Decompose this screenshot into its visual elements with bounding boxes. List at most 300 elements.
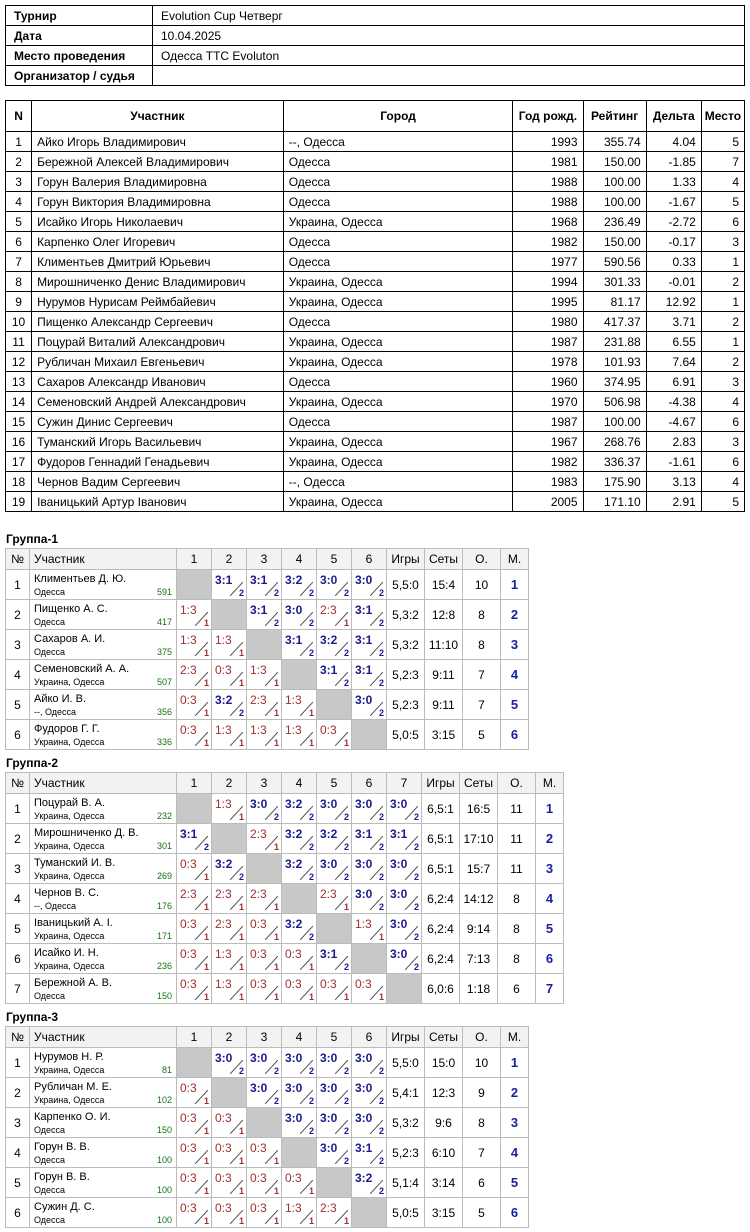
match-result [352, 570, 387, 600]
match-result [177, 1078, 212, 1108]
row-number: 5 [6, 690, 30, 720]
participant-cell: 1 [6, 132, 32, 152]
column-header: Место [701, 101, 744, 132]
match-points: 2 [343, 812, 349, 822]
participant-cell: -1.85 [646, 152, 701, 172]
sets-cell: 16:5 [460, 794, 498, 824]
match-points: 1 [203, 962, 209, 972]
match-result [317, 630, 352, 660]
player-name: Климентьев Д. Ю. [34, 573, 127, 585]
match-points: 1 [343, 618, 349, 628]
match-points: 2 [413, 812, 419, 822]
col-opponent: 5 [317, 1027, 352, 1048]
match-score: 1:3 [215, 977, 232, 991]
match-result [212, 1138, 247, 1168]
participant-cell: Поцурай Виталий Александрович [32, 332, 284, 352]
place-cell: 4 [501, 660, 529, 690]
match-points: 1 [273, 992, 279, 1002]
games-cell: 5,3:2 [387, 600, 425, 630]
participant-cell: -0.17 [646, 232, 701, 252]
column-header: Год рожд. [513, 101, 583, 132]
match-score: 1:3 [285, 693, 302, 707]
match-points: 2 [378, 812, 384, 822]
player-cell [30, 720, 177, 750]
match-score: 3:2 [285, 857, 303, 871]
match-score: 3:1 [320, 663, 338, 677]
participant-cell: 6 [701, 212, 744, 232]
match-points: 1 [273, 932, 279, 942]
participant-cell: 14 [6, 392, 32, 412]
sets-cell: 15:7 [460, 854, 498, 884]
col-games: Игры [387, 549, 425, 570]
col-num: № [6, 773, 30, 794]
player-city: Украина, Одесса [34, 677, 105, 687]
participant-cell: 1.33 [646, 172, 701, 192]
group-row [6, 1198, 529, 1228]
participant-cell: Украина, Одесса [283, 332, 513, 352]
participant-cell: 5 [701, 132, 744, 152]
match-result [247, 824, 282, 854]
match-score: 3:0 [355, 573, 373, 587]
place-cell: 4 [536, 884, 564, 914]
col-opponent: 5 [317, 773, 352, 794]
points-cell: 7 [463, 660, 501, 690]
self-cell [317, 1168, 352, 1198]
player-rating: 150 [156, 991, 172, 1001]
match-result [352, 630, 387, 660]
match-score: 0:3 [250, 917, 267, 931]
col-opponent: 6 [352, 549, 387, 570]
match-result [212, 1198, 247, 1228]
match-points: 2 [273, 1066, 279, 1076]
column-header: Город [283, 101, 513, 132]
match-score: 3:2 [355, 1171, 373, 1185]
match-points: 1 [238, 902, 244, 912]
match-result [282, 630, 317, 660]
match-score: 0:3 [250, 1201, 267, 1215]
player-cell [30, 1168, 177, 1198]
player-cell [30, 944, 177, 974]
player-name: Бережной А. В. [34, 977, 113, 989]
participant-cell: 2 [701, 312, 744, 332]
participant-cell: 6.55 [646, 332, 701, 352]
participant-row [6, 172, 745, 192]
match-points: 1 [238, 738, 244, 748]
match-points: 2 [343, 842, 349, 852]
match-points: 2 [378, 648, 384, 658]
row-number: 1 [6, 1048, 30, 1078]
player-name: Исайко И. Н. [34, 947, 99, 959]
participant-cell: Одесса [283, 312, 513, 332]
match-score: 3:1 [355, 827, 373, 841]
match-score: 3:0 [320, 1081, 338, 1095]
match-result [282, 720, 317, 750]
match-score: 2:3 [320, 887, 337, 901]
match-points: 1 [273, 708, 279, 718]
match-score: 1:3 [285, 723, 302, 737]
participant-cell: 2005 [513, 492, 583, 512]
match-score: 0:3 [250, 1141, 267, 1155]
player-cell [30, 690, 177, 720]
match-result [317, 974, 352, 1004]
participant-cell: 1982 [513, 232, 583, 252]
match-points: 2 [308, 588, 314, 598]
match-points: 1 [308, 708, 314, 718]
participant-cell: Украина, Одесса [283, 492, 513, 512]
match-score: 1:3 [215, 723, 232, 737]
participant-cell: 1982 [513, 452, 583, 472]
match-score: 0:3 [215, 1171, 232, 1185]
match-result [247, 600, 282, 630]
match-result [352, 1048, 387, 1078]
self-cell [282, 1138, 317, 1168]
participant-row [6, 292, 745, 312]
points-cell: 8 [498, 884, 536, 914]
match-points: 1 [273, 1186, 279, 1196]
place-cell: 6 [501, 1198, 529, 1228]
match-score: 0:3 [180, 1171, 197, 1185]
participant-cell: 6 [701, 452, 744, 472]
match-result [387, 824, 422, 854]
participant-cell: Украина, Одесса [283, 432, 513, 452]
games-cell: 5,1:4 [387, 1168, 425, 1198]
match-result [212, 914, 247, 944]
group-row [6, 884, 564, 914]
participant-row [6, 152, 745, 172]
match-result [212, 690, 247, 720]
participant-cell: 3 [701, 432, 744, 452]
match-result [212, 974, 247, 1004]
participant-cell: 3.71 [646, 312, 701, 332]
col-opponent: 2 [212, 549, 247, 570]
place-cell: 2 [501, 600, 529, 630]
match-result [352, 884, 387, 914]
points-cell: 6 [463, 1168, 501, 1198]
match-result [282, 944, 317, 974]
group-table [5, 772, 564, 1004]
self-cell [177, 1048, 212, 1078]
match-points: 2 [378, 842, 384, 852]
match-result [177, 974, 212, 1004]
group-header-row [6, 549, 529, 570]
self-cell [212, 1078, 247, 1108]
group-row [6, 720, 529, 750]
row-number: 4 [6, 660, 30, 690]
player-rating: 236 [156, 961, 172, 971]
place-cell: 7 [536, 974, 564, 1004]
col-opponent: 3 [247, 773, 282, 794]
match-points: 1 [203, 648, 209, 658]
participant-cell: Горун Валерия Владимировна [32, 172, 284, 192]
row-number: 5 [6, 1168, 30, 1198]
sets-cell: 6:10 [425, 1138, 463, 1168]
participant-cell: 2 [701, 352, 744, 372]
match-result [177, 1168, 212, 1198]
group-row [6, 974, 564, 1004]
participant-cell: 2.91 [646, 492, 701, 512]
participants-table [5, 100, 745, 512]
match-points: 2 [308, 648, 314, 658]
place-cell: 1 [536, 794, 564, 824]
match-result [282, 1168, 317, 1198]
match-result [282, 974, 317, 1004]
participant-cell: 1980 [513, 312, 583, 332]
match-score: 3:0 [285, 1111, 303, 1125]
player-name: Нурумов Н. Р. [34, 1051, 104, 1063]
participant-cell: -4.67 [646, 412, 701, 432]
match-points: 1 [308, 738, 314, 748]
participant-cell: 8 [6, 272, 32, 292]
group-row [6, 690, 529, 720]
points-cell: 5 [463, 1198, 501, 1228]
participant-cell: Чернов Вадим Сергеевич [32, 472, 284, 492]
player-rating: 81 [161, 1065, 172, 1075]
player-city: Украина, Одесса [34, 737, 105, 747]
sets-cell: 17:10 [460, 824, 498, 854]
match-result [247, 1138, 282, 1168]
player-cell [30, 630, 177, 660]
match-score: 1:3 [250, 663, 267, 677]
col-opponent: 2 [212, 1027, 247, 1048]
match-result [177, 1198, 212, 1228]
match-points: 2 [343, 962, 349, 972]
match-result [317, 570, 352, 600]
sets-cell: 15:0 [425, 1048, 463, 1078]
column-header: Дельта [646, 101, 701, 132]
player-name: Сужин Д. С. [34, 1201, 95, 1213]
participant-cell: 1970 [513, 392, 583, 412]
participant-cell: 9 [6, 292, 32, 312]
self-cell [177, 570, 212, 600]
match-score: 0:3 [180, 1081, 197, 1095]
match-points: 1 [308, 962, 314, 972]
match-result [282, 824, 317, 854]
games-cell: 5,2:3 [387, 690, 425, 720]
match-points: 1 [273, 1156, 279, 1166]
col-opponent: 4 [282, 1027, 317, 1048]
participant-cell: Одесса [283, 252, 513, 272]
match-result [212, 1168, 247, 1198]
games-cell: 5,4:1 [387, 1078, 425, 1108]
participant-cell: 81.17 [583, 292, 646, 312]
match-score: 2:3 [215, 917, 232, 931]
match-score: 3:1 [250, 573, 268, 587]
col-opponent: 6 [352, 773, 387, 794]
self-cell [387, 974, 422, 1004]
match-result [282, 600, 317, 630]
participant-cell: 1977 [513, 252, 583, 272]
participant-cell: Іваницький Артур Іванович [32, 492, 284, 512]
match-score: 3:1 [390, 827, 408, 841]
sets-cell: 1:18 [460, 974, 498, 1004]
player-name: Мирошниченко Д. В. [34, 827, 139, 839]
participant-cell: 7 [6, 252, 32, 272]
match-score: 3:0 [250, 1081, 268, 1095]
match-points: 2 [238, 1066, 244, 1076]
games-cell: 5,0:5 [387, 1198, 425, 1228]
match-score: 1:3 [215, 797, 232, 811]
match-result [177, 630, 212, 660]
col-opponent: 3 [247, 1027, 282, 1048]
player-cell [30, 974, 177, 1004]
col-points: О. [463, 549, 501, 570]
match-points: 2 [308, 1066, 314, 1076]
participant-row [6, 252, 745, 272]
row-number: 3 [6, 1108, 30, 1138]
info-value: Одесса TTC Evoluton [153, 46, 745, 66]
player-cell [30, 794, 177, 824]
match-result [177, 884, 212, 914]
participant-cell: Горун Виктория Владимировна [32, 192, 284, 212]
points-cell: 8 [463, 1108, 501, 1138]
player-rating: 507 [156, 677, 172, 687]
match-score: 1:3 [215, 633, 232, 647]
self-cell [247, 854, 282, 884]
participant-cell: Украина, Одесса [283, 272, 513, 292]
match-score: 1:3 [215, 947, 232, 961]
games-cell: 5,5:0 [387, 1048, 425, 1078]
participant-cell: 10 [6, 312, 32, 332]
match-points: 2 [273, 1096, 279, 1106]
match-points: 2 [378, 588, 384, 598]
participant-row [6, 472, 745, 492]
sets-cell: 15:4 [425, 570, 463, 600]
player-rating: 269 [156, 871, 172, 881]
participant-cell: Туманский Игорь Васильевич [32, 432, 284, 452]
match-result [247, 660, 282, 690]
player-city: Одесса [34, 617, 66, 627]
player-cell [30, 600, 177, 630]
participant-cell: Климентьев Дмитрий Юрьевич [32, 252, 284, 272]
participant-cell: 1981 [513, 152, 583, 172]
participant-row [6, 412, 745, 432]
match-points: 2 [273, 812, 279, 822]
participant-cell: 15 [6, 412, 32, 432]
points-cell: 10 [463, 1048, 501, 1078]
points-cell: 6 [498, 974, 536, 1004]
match-result [282, 1108, 317, 1138]
participant-cell: -1.67 [646, 192, 701, 212]
col-opponent: 5 [317, 549, 352, 570]
col-opponent: 1 [177, 1027, 212, 1048]
participant-cell: 1987 [513, 332, 583, 352]
group-row [6, 854, 564, 884]
participant-cell: 16 [6, 432, 32, 452]
match-result [247, 690, 282, 720]
match-points: 1 [203, 618, 209, 628]
match-result [282, 854, 317, 884]
participant-cell: 1988 [513, 172, 583, 192]
match-score: 3:1 [285, 633, 303, 647]
participant-cell: Украина, Одесса [283, 352, 513, 372]
player-rating: 100 [156, 1185, 172, 1195]
row-number: 1 [6, 570, 30, 600]
self-cell [352, 720, 387, 750]
match-result [247, 1048, 282, 1078]
match-result [212, 794, 247, 824]
participant-cell: Исайко Игорь Николаевич [32, 212, 284, 232]
participants-header-row [6, 101, 745, 132]
row-number: 5 [6, 914, 30, 944]
player-city: Украина, Одесса [34, 931, 105, 941]
group-row [6, 1078, 529, 1108]
participant-cell: Одесса [283, 412, 513, 432]
info-row [6, 66, 745, 86]
player-cell [30, 1138, 177, 1168]
participant-cell: 19 [6, 492, 32, 512]
match-result [212, 720, 247, 750]
participant-cell: 5 [701, 192, 744, 212]
group-row [6, 1168, 529, 1198]
match-score: 0:3 [180, 1201, 197, 1215]
player-cell [30, 914, 177, 944]
match-score: 3:0 [355, 1051, 373, 1065]
games-cell: 6,2:4 [422, 884, 460, 914]
participant-cell: 2.83 [646, 432, 701, 452]
participant-cell: -4.38 [646, 392, 701, 412]
player-name: Горун В. В. [34, 1171, 90, 1183]
place-cell: 6 [501, 720, 529, 750]
player-rating: 100 [156, 1155, 172, 1165]
sets-cell: 12:8 [425, 600, 463, 630]
match-result [247, 1198, 282, 1228]
match-result [247, 1168, 282, 1198]
match-points: 2 [378, 872, 384, 882]
match-result [177, 600, 212, 630]
match-score: 0:3 [180, 947, 197, 961]
participant-cell: 6 [701, 412, 744, 432]
match-points: 2 [343, 588, 349, 598]
points-cell: 10 [463, 570, 501, 600]
match-points: 2 [343, 1066, 349, 1076]
col-points: О. [463, 1027, 501, 1048]
match-result [282, 690, 317, 720]
participant-cell: 11 [6, 332, 32, 352]
group-title: Группа-3 [6, 1010, 59, 1024]
player-cell [30, 854, 177, 884]
col-opponent: 3 [247, 549, 282, 570]
participant-cell: Фудоров Геннадий Генадьевич [32, 452, 284, 472]
participant-cell: -2.72 [646, 212, 701, 232]
match-points: 2 [273, 588, 279, 598]
info-key: Дата [6, 26, 153, 46]
games-cell: 5,2:3 [387, 660, 425, 690]
info-row [6, 46, 745, 66]
match-points: 1 [238, 1216, 244, 1226]
points-cell: 11 [498, 824, 536, 854]
participant-row [6, 212, 745, 232]
match-result [317, 794, 352, 824]
participant-cell: 236.49 [583, 212, 646, 232]
match-points: 1 [203, 708, 209, 718]
match-points: 1 [238, 1186, 244, 1196]
row-number: 4 [6, 884, 30, 914]
player-city: Украина, Одесса [34, 961, 105, 971]
row-number: 6 [6, 944, 30, 974]
match-score: 3:0 [355, 797, 373, 811]
participant-cell: -0.01 [646, 272, 701, 292]
match-points: 1 [273, 962, 279, 972]
player-name: Поцурай В. А. [34, 797, 105, 809]
match-result [387, 854, 422, 884]
player-city: Украина, Одесса [34, 811, 105, 821]
match-score: 3:1 [250, 603, 268, 617]
place-cell: 1 [501, 1048, 529, 1078]
col-num: № [6, 549, 30, 570]
group-row [6, 1048, 529, 1078]
participant-cell: Одесса [283, 232, 513, 252]
participant-cell: 1987 [513, 412, 583, 432]
